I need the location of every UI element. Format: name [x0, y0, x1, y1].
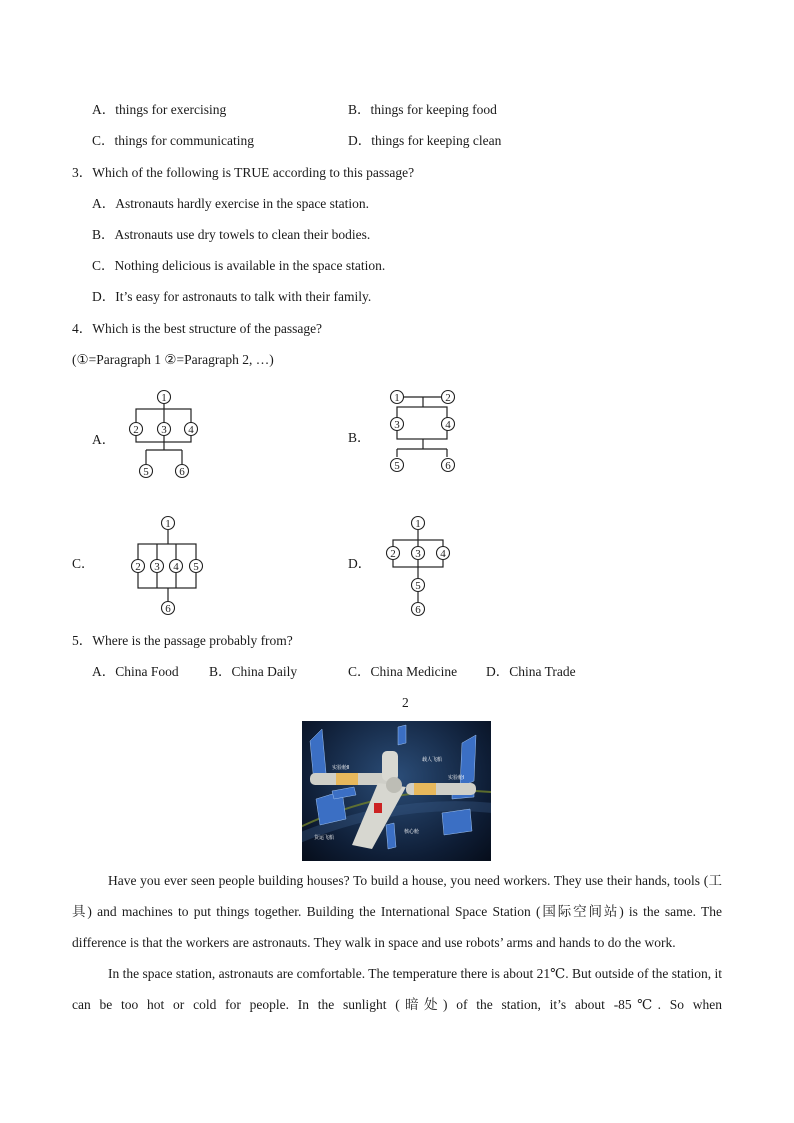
q3-question: 3．Which of the following is TRUE according to this passage?: [72, 165, 415, 180]
q3-option-b: B．Astronauts use dry towels to clean their bodies.: [92, 227, 371, 242]
svg-text:6: 6: [415, 604, 421, 616]
svg-text:1: 1: [394, 392, 400, 404]
q5-option-c: C．China Medicine: [348, 664, 458, 679]
svg-text:1: 1: [165, 518, 171, 530]
svg-text:3: 3: [161, 424, 167, 436]
svg-text:1: 1: [161, 392, 167, 404]
photo-label-lab2: 实验舱Ⅱ: [332, 765, 350, 771]
svg-text:2: 2: [390, 548, 396, 560]
section-number: 2: [402, 695, 409, 710]
passage-paragraph-1: Have you ever seen people building houses? To build a house, you need workers. They use their hands, tools (工具) and machines to put things together. Building the International Space Station (国际空间站) is the same. The difference is that the workers are astronauts. They walk in space and use robots’ arms and hands to do the work.: [72, 873, 722, 950]
q4-question: 4．Which is the best structure of the passage?: [72, 321, 323, 336]
svg-text:5: 5: [193, 561, 199, 573]
svg-text:1: 1: [415, 518, 421, 530]
svg-text:3: 3: [394, 419, 400, 431]
svg-text:6: 6: [165, 603, 171, 615]
q2-option-d: D．things for keeping clean: [348, 133, 502, 148]
svg-text:6: 6: [445, 460, 451, 472]
svg-text:4: 4: [173, 561, 179, 573]
svg-text:5: 5: [394, 460, 400, 472]
photo-label-cargo-ship: 货运飞船: [314, 835, 335, 841]
structure-diagram-c: [126, 512, 216, 618]
svg-text:3: 3: [154, 561, 160, 573]
svg-text:4: 4: [440, 548, 446, 560]
q5-option-d: D．China Trade: [486, 664, 576, 679]
q2-option-b: B．things for keeping food: [348, 102, 497, 117]
svg-text:5: 5: [143, 466, 149, 478]
structure-diagram-a: [120, 385, 210, 485]
structure-diagram-b: [384, 385, 464, 480]
q3-option-c: C．Nothing delicious is available in the space station.: [92, 258, 386, 273]
svg-text:2: 2: [135, 561, 141, 573]
q2-option-c: C．things for communicating: [92, 133, 254, 148]
svg-text:3: 3: [415, 548, 421, 560]
svg-text:5: 5: [415, 580, 421, 592]
passage-paragraph-2: In the space station, astronauts are comfortable. The temperature there is about 21℃. But outside of the station, it can be too hot or cold for people. In the sunlight (暗处) of the station, it’s about -85℃. So when: [72, 966, 722, 1012]
q4-label-a: A．: [92, 432, 116, 447]
svg-text:2: 2: [445, 392, 451, 404]
q4-hint: (①=Paragraph 1 ②=Paragraph 2, …): [72, 352, 274, 367]
svg-text:4: 4: [445, 419, 451, 431]
photo-label-crew-ship: 载人飞船: [422, 757, 443, 763]
svg-text:4: 4: [188, 424, 194, 436]
svg-text:2: 2: [133, 424, 139, 436]
svg-text:6: 6: [179, 466, 185, 478]
q3-option-d: D．It’s easy for astronauts to talk with their family.: [92, 289, 372, 304]
photo-label-lab1: 实验舱Ⅰ: [448, 775, 465, 781]
q4-label-b: B．: [348, 430, 371, 445]
q5-option-b: B．China Daily: [209, 664, 298, 679]
q4-label-d: D．: [348, 556, 372, 571]
q5-question: 5．Where is the passage probably from?: [72, 633, 293, 648]
structure-diagram-d: [380, 512, 460, 618]
q2-option-a: A．things for exercising: [92, 102, 227, 117]
photo-label-core: 核心舱: [404, 829, 420, 835]
q4-label-c: C．: [72, 556, 95, 571]
space-station-image: [302, 721, 491, 861]
q3-option-a: A．Astronauts hardly exercise in the space station.: [92, 196, 370, 211]
q5-option-a: A．China Food: [92, 664, 179, 679]
